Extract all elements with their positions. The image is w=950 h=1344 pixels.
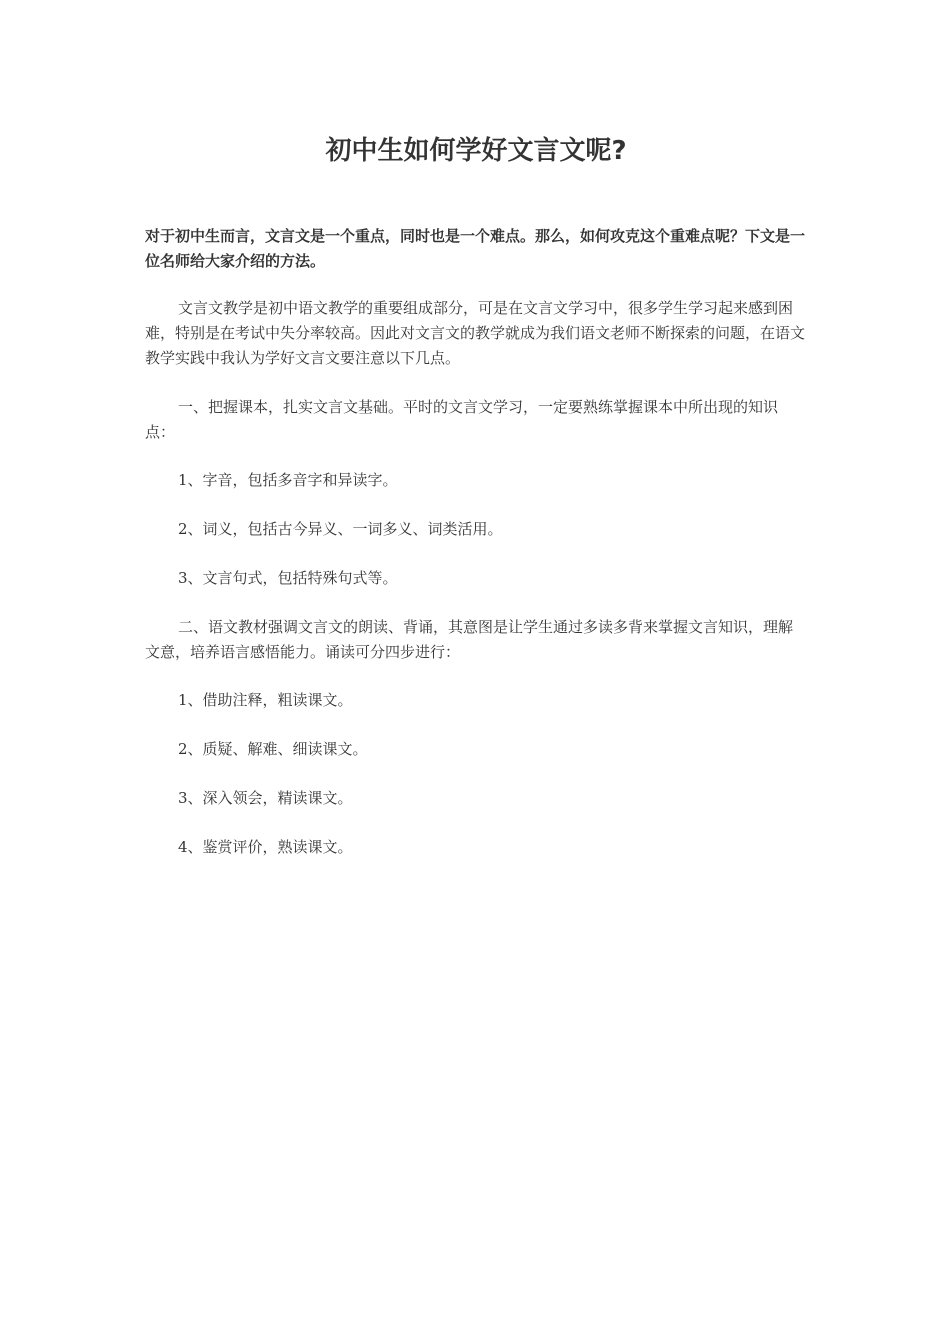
section-2-item-4: 4、鉴赏评价，熟读课文。	[178, 838, 353, 856]
section-1-item-3: 3、文言句式，包括特殊句式等。	[178, 569, 398, 587]
section-2-heading: 二、语文教材强调文言文的朗读、背诵，其意图是让学生通过多读多背来掌握文言知识，理解文意，培养语言感悟能力。诵读可分四步进行：	[145, 618, 794, 661]
section-1-item-2: 2、词义，包括古今异义、一词多义、词类活用。	[178, 520, 503, 538]
section-2-item-2: 2、质疑、解难、细读课文。	[178, 740, 368, 758]
section-1-heading: 一、把握课本，扎实文言文基础。平时的文言文学习，一定要熟练掌握课本中所出现的知识点：	[145, 398, 779, 441]
body-paragraph-1: 文言文教学是初中语文教学的重要组成部分，可是在文言文学习中，很多学生学习起来感到困难，特别是在考试中失分率较高。因此对文言文的教学就成为我们语文老师不断探索的问题，在语文教学实践中我认为学好文言文要注意以下几点。	[145, 299, 806, 367]
section-1-item-1: 1、字音，包括多音字和异读字。	[178, 471, 398, 489]
document-title: 初中生如何学好文言文呢?	[325, 136, 627, 166]
section-2-item-1: 1、借助注释，粗读课文。	[178, 691, 353, 709]
intro-paragraph: 对于初中生而言，文言文是一个重点，同时也是一个难点。那么，如何攻克这个重难点呢？下文是一位名师给大家介绍的方法。	[145, 227, 806, 270]
section-2-item-3: 3、深入领会，精读课文。	[178, 789, 353, 807]
